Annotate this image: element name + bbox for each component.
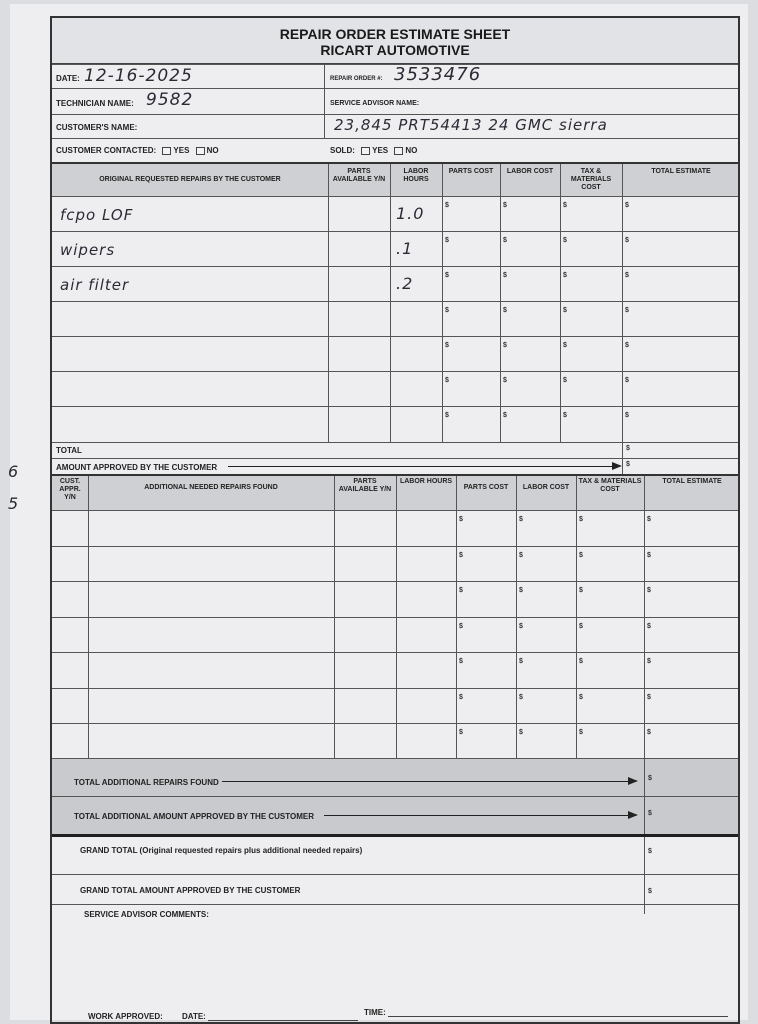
original-repair-row[interactable] — [52, 371, 738, 406]
row-divider — [52, 371, 738, 372]
contacted-yes-checkbox[interactable] — [162, 147, 171, 155]
dollar-sign: $ — [445, 342, 449, 349]
header-parts-available: PARTS AVAILABLE Y/N — [338, 478, 392, 493]
additional-found-dollar: $ — [648, 775, 652, 782]
dollar-sign: $ — [445, 307, 449, 314]
dollar-sign: $ — [519, 729, 523, 736]
header-labor-cost: LABOR COST — [522, 484, 570, 491]
dollar-sign: $ — [503, 202, 507, 209]
dollar-sign: $ — [579, 552, 583, 559]
dollar-sign: $ — [563, 202, 567, 209]
dollar-sign: $ — [519, 587, 523, 594]
grand-total-dollar: $ — [648, 848, 652, 855]
dollar-sign: $ — [647, 729, 651, 736]
dollar-sign: $ — [459, 552, 463, 559]
original-repair-row[interactable] — [52, 266, 738, 301]
dollar-sign: $ — [459, 694, 463, 701]
row-divider — [52, 231, 738, 232]
total-additional-approved-label: TOTAL ADDITIONAL AMOUNT APPROVED BY THE CUSTOMER — [74, 812, 315, 821]
dollar-sign: $ — [445, 412, 449, 419]
dollar-sign: $ — [459, 516, 463, 523]
original-approved-dollar: $ — [626, 461, 630, 468]
header-tax-materials: TAX & MATERIALS COST — [578, 478, 642, 493]
comments-label: SERVICE ADVISOR COMMENTS: — [84, 910, 209, 919]
dollar-sign: $ — [459, 587, 463, 594]
grand-total-approved-dollar: $ — [648, 888, 652, 895]
dollar-sign: $ — [625, 237, 629, 244]
dollar-sign: $ — [519, 658, 523, 665]
date-signature-line[interactable] — [208, 1020, 358, 1021]
dollar-sign: $ — [625, 307, 629, 314]
dollar-sign: $ — [647, 552, 651, 559]
dollar-sign: $ — [503, 237, 507, 244]
dollar-sign: $ — [579, 658, 583, 665]
dollar-sign: $ — [647, 516, 651, 523]
contacted-no-checkbox[interactable] — [196, 147, 205, 155]
dollar-sign: $ — [503, 272, 507, 279]
dollar-sign: $ — [647, 694, 651, 701]
dollar-sign: $ — [503, 307, 507, 314]
title-line-2: RICART AUTOMOTIVE — [320, 42, 470, 58]
repair-description[interactable]: wipers — [60, 241, 116, 259]
dollar-sign: $ — [625, 377, 629, 384]
row-divider — [52, 406, 738, 407]
original-repair-row[interactable] — [52, 231, 738, 266]
dollar-sign: $ — [579, 516, 583, 523]
sold-yes-checkbox[interactable] — [361, 147, 370, 155]
dollar-sign: $ — [579, 694, 583, 701]
dollar-sign: $ — [563, 342, 567, 349]
dollar-sign: $ — [459, 658, 463, 665]
row-divider — [52, 723, 738, 724]
footer-date-label: DATE: — [182, 1012, 206, 1021]
form-title — [52, 18, 738, 64]
original-repair-row[interactable] — [52, 406, 738, 441]
original-repair-row[interactable] — [52, 336, 738, 371]
amount-approved-label: AMOUNT APPROVED BY THE CUSTOMER — [56, 463, 218, 472]
dollar-sign: $ — [445, 377, 449, 384]
row-divider — [52, 617, 738, 618]
dollar-sign: $ — [503, 342, 507, 349]
repair-description[interactable]: fcpo LOF — [60, 206, 134, 224]
row-divider — [52, 581, 738, 582]
repair-order-form — [50, 16, 740, 1024]
dollar-sign: $ — [459, 623, 463, 630]
labor-hours-value[interactable]: .2 — [396, 274, 414, 293]
dollar-sign: $ — [647, 587, 651, 594]
dollar-sign: $ — [519, 516, 523, 523]
date-value[interactable]: 12-16-2025 — [84, 66, 193, 86]
additional-repair-row[interactable] — [52, 546, 738, 582]
dollar-sign: $ — [579, 729, 583, 736]
header-original-repairs: ORIGINAL REQUESTED REPAIRS BY THE CUSTOMER — [99, 176, 281, 183]
dollar-sign: $ — [579, 623, 583, 630]
row-divider — [52, 546, 738, 547]
dollar-sign: $ — [503, 377, 507, 384]
comments-area[interactable] — [84, 922, 724, 1002]
row-divider — [52, 336, 738, 337]
service-advisor-label: SERVICE ADVISOR NAME: — [330, 100, 420, 107]
header-labor-hours: LABOR HOURS — [399, 478, 453, 485]
dollar-sign: $ — [445, 237, 449, 244]
customer-name-label: CUSTOMER'S NAME: — [56, 123, 138, 132]
dollar-sign: $ — [625, 272, 629, 279]
time-signature-line[interactable] — [388, 1016, 728, 1017]
footer-time-label: TIME: — [364, 1008, 386, 1017]
repair-order-value[interactable]: 3533476 — [394, 64, 482, 85]
dollar-sign: $ — [503, 412, 507, 419]
additional-repair-row[interactable] — [52, 652, 738, 688]
dollar-sign: $ — [563, 412, 567, 419]
original-total-dollar: $ — [626, 445, 630, 452]
total-additional-found-label: TOTAL ADDITIONAL REPAIRS FOUND — [74, 778, 219, 787]
row-divider — [52, 652, 738, 653]
repair-description[interactable]: air filter — [60, 276, 130, 294]
dollar-sign: $ — [459, 729, 463, 736]
date-label: DATE: — [56, 74, 80, 83]
additional-repair-row[interactable] — [52, 581, 738, 617]
dollar-sign: $ — [563, 307, 567, 314]
dollar-sign: $ — [563, 237, 567, 244]
header-cust-appr: CUST. APPR. Y/N — [59, 478, 81, 501]
paper-sheet — [10, 4, 748, 1020]
dollar-sign: $ — [519, 694, 523, 701]
original-repair-row[interactable] — [52, 301, 738, 336]
dollar-sign: $ — [563, 377, 567, 384]
technician-label: TECHNICIAN NAME: — [56, 99, 134, 108]
dollar-sign: $ — [579, 587, 583, 594]
labor-hours-value[interactable]: .1 — [396, 239, 414, 258]
customer-note[interactable]: 23,845 PRT54413 24 GMC sierra — [334, 116, 608, 134]
customer-contacted-label: CUSTOMER CONTACTED: YES NO — [56, 146, 219, 155]
header-parts-cost: PARTS COST — [448, 168, 494, 175]
dollar-sign: $ — [445, 202, 449, 209]
technician-value[interactable]: 9582 — [146, 90, 194, 110]
dollar-sign: $ — [625, 412, 629, 419]
original-repair-row[interactable] — [52, 196, 738, 231]
row-divider — [52, 688, 738, 689]
additional-repair-row[interactable] — [52, 688, 738, 724]
header-tax-materials: TAX & MATERIALS COST — [570, 168, 612, 191]
header-labor-hours: LABOR HOURS — [403, 168, 429, 183]
additional-repair-row[interactable] — [52, 510, 738, 546]
row-divider — [52, 301, 738, 302]
grand-total-label: GRAND TOTAL (Original requested repairs plus additional needed repairs) — [80, 846, 363, 855]
dollar-sign: $ — [647, 658, 651, 665]
header-labor-cost: LABOR COST — [506, 168, 554, 175]
margin-note-top: 6 — [8, 462, 20, 481]
repair-order-label: REPAIR ORDER #: — [330, 76, 383, 82]
dollar-sign: $ — [625, 342, 629, 349]
header-total-estimate: TOTAL ESTIMATE — [662, 478, 722, 485]
dollar-sign: $ — [519, 623, 523, 630]
header-additional-repairs: ADDITIONAL NEEDED REPAIRS FOUND — [144, 484, 278, 491]
header-parts-available: PARTS AVAILABLE Y/N — [332, 168, 386, 183]
title-line-1: REPAIR ORDER ESTIMATE SHEET — [279, 26, 511, 42]
work-approved-label: WORK APPROVED: — [88, 1012, 163, 1021]
additional-approved-dollar: $ — [648, 810, 652, 817]
sold-no-checkbox[interactable] — [394, 147, 403, 155]
margin-note-bottom: 5 — [8, 494, 20, 513]
total-label: TOTAL — [56, 446, 82, 455]
dollar-sign: $ — [563, 272, 567, 279]
header-total-estimate: TOTAL ESTIMATE — [651, 168, 711, 175]
labor-hours-value[interactable]: 1.0 — [396, 204, 425, 223]
dollar-sign: $ — [647, 623, 651, 630]
additional-repair-row[interactable] — [52, 617, 738, 653]
dollar-sign: $ — [445, 272, 449, 279]
dollar-sign: $ — [519, 552, 523, 559]
sold-label: SOLD: YES NO — [330, 146, 418, 155]
dollar-sign: $ — [625, 202, 629, 209]
header-parts-cost: PARTS COST — [463, 484, 509, 491]
row-divider — [52, 266, 738, 267]
grand-total-approved-label: GRAND TOTAL AMOUNT APPROVED BY THE CUSTOMER — [80, 886, 301, 895]
additional-repair-row[interactable] — [52, 723, 738, 759]
